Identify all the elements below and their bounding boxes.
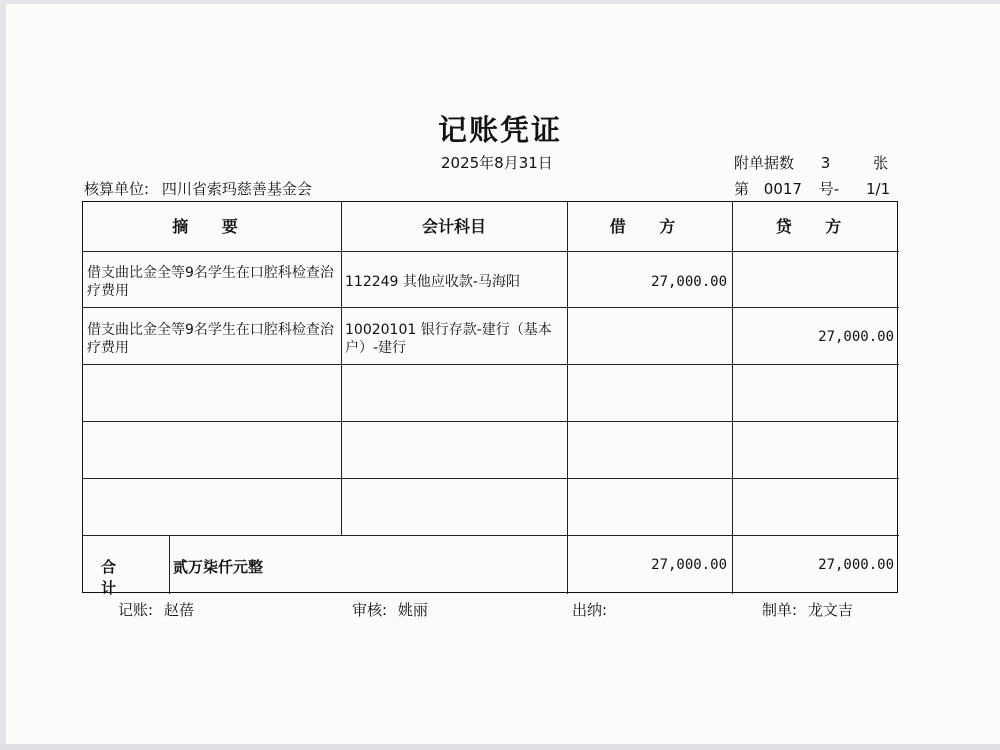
- attachments-info: [734, 152, 888, 173]
- row-divider: [83, 364, 899, 365]
- total-label: 合 计: [101, 558, 137, 597]
- header-summary: 摘 要: [172, 217, 252, 236]
- number-suffix: 号-: [818, 180, 840, 198]
- total-credit: 27,000.00: [818, 557, 894, 573]
- row-divider: [83, 307, 899, 308]
- number-value: 0017: [763, 180, 802, 198]
- scan-edge-top: [0, 0, 1000, 4]
- cashier-signature: [572, 599, 613, 620]
- unit-label: 核算单位:: [84, 180, 150, 198]
- voucher-table: [82, 201, 898, 597]
- header-credit: 贷 方: [775, 217, 856, 236]
- header-account: 会计科目: [421, 217, 486, 236]
- bookkeeper-label: 记账:: [118, 601, 154, 619]
- header-debit: 借 方: [609, 217, 690, 236]
- row-account: 112249 其他应收款-马海阳: [345, 274, 520, 290]
- bookkeeper-name: 赵蓓: [163, 601, 194, 619]
- voucher-title: 记账凭证: [437, 113, 562, 147]
- page-indicator: 1/1: [865, 180, 891, 198]
- reviewer-signature: [352, 599, 428, 620]
- voucher-number: [734, 178, 890, 199]
- accounting-unit: [84, 178, 312, 199]
- attachments-unit: 张: [873, 154, 889, 172]
- col-divider: [341, 202, 342, 536]
- cashier-label: 出纳:: [572, 601, 608, 619]
- preparer-signature: [762, 599, 853, 620]
- preparer-label: 制单:: [762, 601, 798, 619]
- row-summary: 借支曲比金全等9名学生在口腔科检查治疗费用: [87, 322, 334, 356]
- total-amount-words: 贰万柒仟元整: [173, 558, 264, 576]
- preparer-name: 龙文吉: [807, 601, 853, 619]
- bookkeeper-signature: [118, 599, 194, 620]
- reviewer-name: 姚丽: [397, 601, 428, 619]
- total-debit: 27,000.00: [651, 557, 727, 573]
- row-summary: 借支曲比金全等9名学生在口腔科检查治疗费用: [87, 265, 334, 299]
- row-account: 10020101 银行存款-建行（基本户）-建行: [345, 322, 552, 356]
- row-divider: [83, 535, 899, 536]
- unit-name: 四川省索玛慈善基金会: [161, 180, 312, 198]
- scan-edge-bottom: [0, 744, 1000, 750]
- row-divider: [83, 478, 899, 479]
- row-credit: 27,000.00: [818, 329, 894, 345]
- reviewer-label: 审核:: [352, 601, 388, 619]
- number-prefix: 第: [734, 180, 750, 198]
- attachments-count: 3: [820, 154, 831, 172]
- row-divider: [83, 421, 899, 422]
- row-debit: 27,000.00: [651, 274, 727, 290]
- attachments-label: 附单据数: [734, 154, 795, 172]
- voucher-date: 2025年8月31日: [441, 154, 553, 172]
